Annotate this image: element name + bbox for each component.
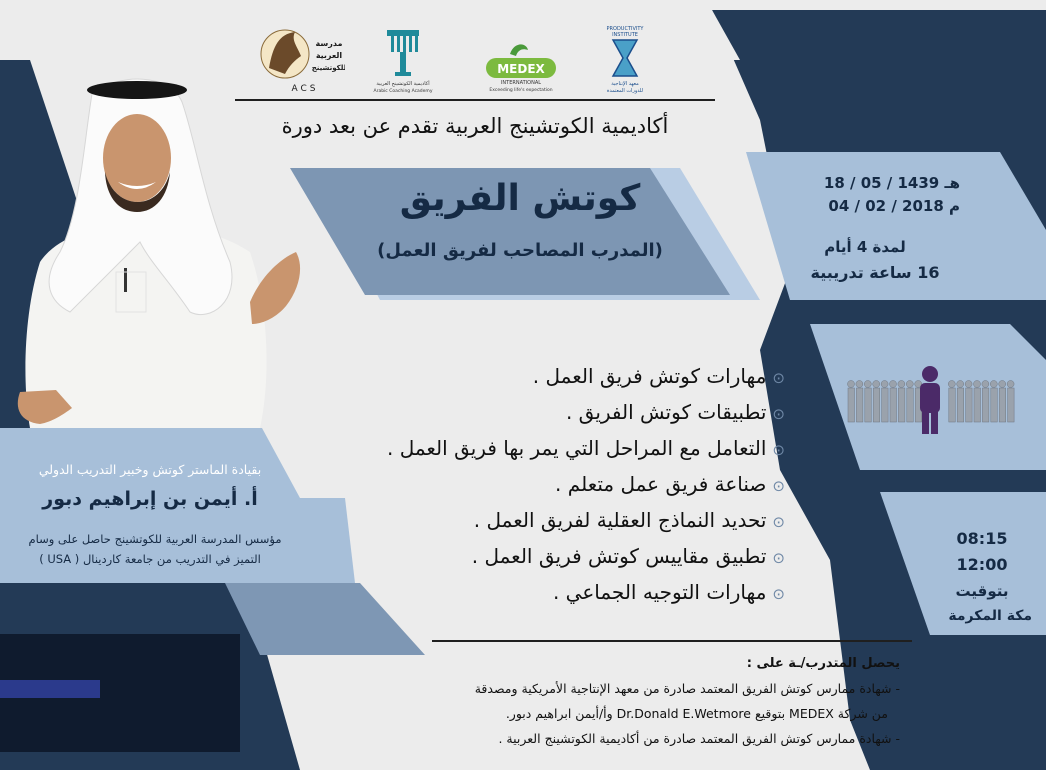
arabic-coaching-academy-logo	[365, 22, 441, 94]
trainer-bio-line2: التميز في التدريب من جامعة كاردينال ( USA )	[39, 552, 261, 566]
svg-text:للكوتشينج: للكوتشينج	[311, 64, 345, 72]
svg-text:معهد الإنتاجية: معهد الإنتاجية	[611, 81, 639, 87]
schedule-box	[790, 172, 960, 218]
chevron-circle-icon: ⊙	[772, 513, 785, 531]
hijri-date: 18 / 05 / 1439 هـ	[823, 174, 960, 192]
chevron-circle-icon: ⊙	[772, 549, 785, 567]
course-title: كوتش الفريق	[399, 178, 641, 219]
list-item: ⊙مهارات التوجيه الجماعي .	[552, 580, 785, 604]
list-item: ⊙تحديد النماذج العقلية لفريق العمل .	[473, 508, 785, 532]
trainer-name: أ. أيمن بن إبراهيم دبور	[42, 488, 258, 510]
list-item: ⊙تطبيق مقاييس كوتش فريق العمل .	[471, 544, 785, 568]
svg-text:للدورات المعتمدة: للدورات المعتمدة	[606, 88, 644, 94]
svg-text:مدرسة: مدرسة	[315, 39, 343, 48]
topics-list	[250, 362, 785, 614]
svg-text:INSTITUTE: INSTITUTE	[612, 32, 638, 38]
list-item: ⊙صناعة فريق عمل متعلم .	[555, 472, 785, 496]
trainer-bio-line1: مؤسس المدرسة العربية للكوتشينج حاصل على وسام	[28, 532, 282, 546]
team-leader-icon	[840, 360, 1020, 440]
certificate-line2: من شركة MEDEX بتوقيع Dr.Donald E.Wetmore وأ/أيمن ابراهيم دبور.	[505, 706, 888, 721]
end-time: 12:00	[956, 555, 1008, 574]
hours-text: 16 ساعة تدريبية	[810, 263, 940, 282]
trainer-lead: بقيادة الماستر كوتش وخبير التدريب الدولي	[38, 462, 262, 477]
list-item: ⊙تطبيقات كوتش الفريق .	[565, 400, 785, 424]
chevron-circle-icon: ⊙	[772, 477, 785, 495]
certificate-heading: يحصل المتدرب/ـة على :	[746, 656, 900, 671]
productivity-institute-logo	[595, 22, 655, 94]
svg-text:Exceeding life's expectation: Exceeding life's expectation	[489, 88, 553, 93]
timezone-line2: مكة المكرمة	[948, 608, 1032, 624]
svg-text:ACS: ACS	[291, 84, 319, 94]
duration-text: لمدة 4 أيام	[824, 238, 906, 256]
svg-text:Arabic Coaching Academy: Arabic Coaching Academy	[373, 89, 433, 94]
intro-text: أكاديمية الكوتشينج العربية تقدم عن بعد دورة	[281, 114, 669, 138]
start-time: 08:15	[956, 529, 1008, 548]
time-box	[932, 526, 1032, 628]
medex-logo	[480, 40, 562, 94]
chevron-circle-icon: ⊙	[772, 405, 785, 423]
chevron-circle-icon: ⊙	[772, 585, 785, 603]
svg-text:العربية: العربية	[315, 51, 343, 60]
certificate-section	[355, 652, 900, 751]
chevron-circle-icon: ⊙	[772, 369, 785, 387]
chevron-circle-icon: ⊙	[772, 441, 785, 459]
course-subtitle: (المدرب المصاحب لفريق العمل)	[377, 240, 663, 261]
svg-text:PRODUCTIVITY: PRODUCTIVITY	[606, 26, 644, 32]
trainer-photo	[0, 62, 320, 432]
certificate-line1: - شهادة ممارس كوتش الفريق المعتمد صادرة من معهد الإنتاجية الأمريكية ومصدقة	[474, 681, 900, 696]
list-item: ⊙مهارات كوتش فريق العمل .	[532, 364, 785, 388]
list-item: ⊙التعامل مع المراحل التي يمر بها فريق العمل .	[386, 436, 785, 460]
gregorian-date: 04 / 02 / 2018 م	[828, 197, 960, 215]
certificate-line3: - شهادة ممارس كوتش الفريق المعتمد صادرة من أكاديمية الكوتشينج العربية .	[498, 731, 900, 746]
svg-text:INTERNATIONAL: INTERNATIONAL	[500, 80, 542, 86]
svg-text:أكاديمية الكوتشينج العربية: أكاديمية الكوتشينج العربية	[376, 81, 430, 87]
timezone-line1: بتوقيت	[955, 582, 1009, 600]
svg-text:MEDEX: MEDEX	[497, 62, 545, 76]
